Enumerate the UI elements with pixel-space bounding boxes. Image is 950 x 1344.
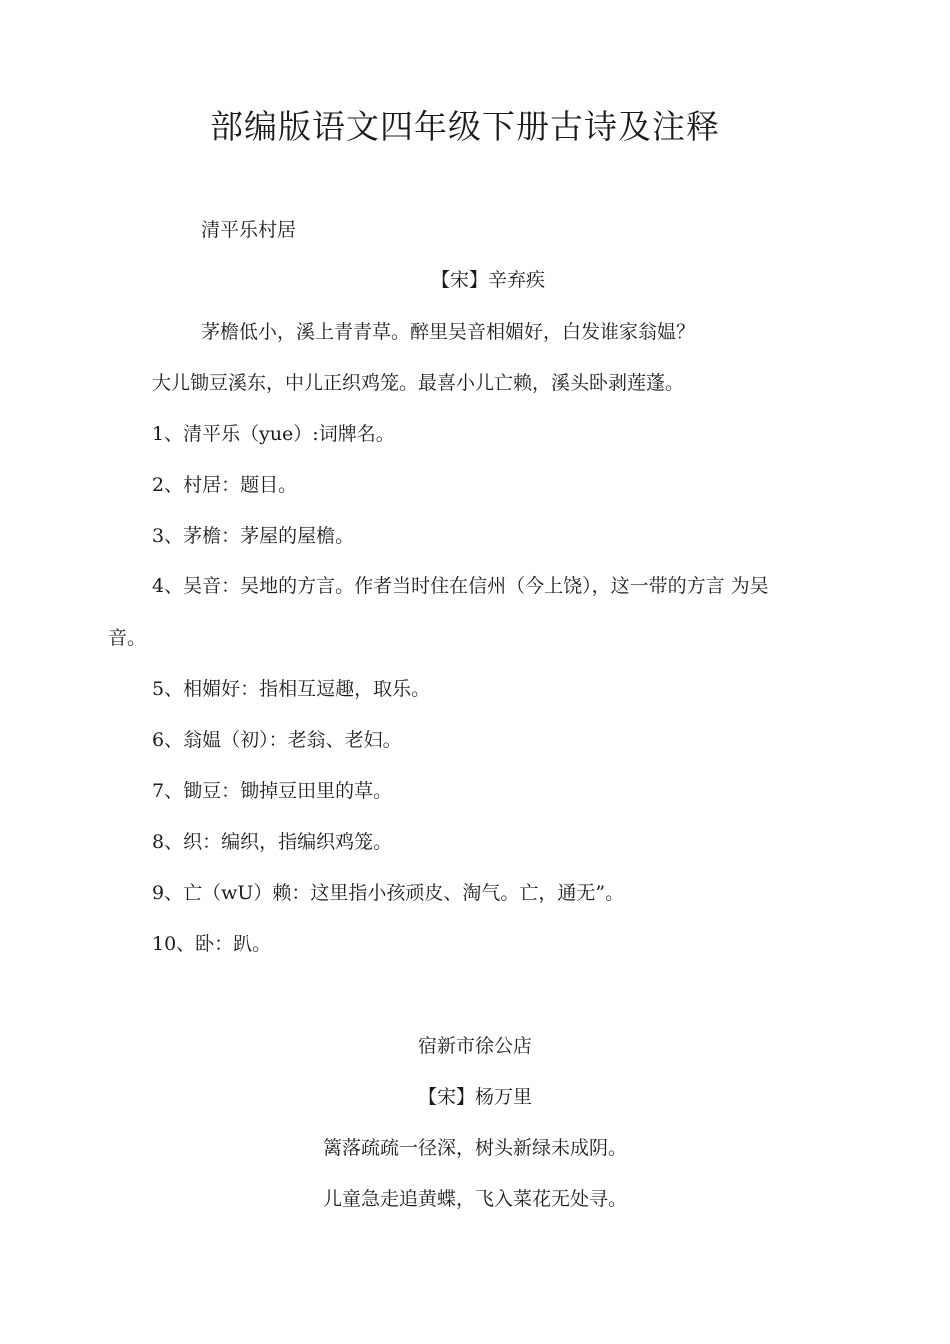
poem1-line: 茅檐低小，溪上青青草。醉里吴音相媚好，白发谁家翁媪？ — [201, 321, 696, 343]
note-item: 1、清平乐（yue）:词牌名。 — [152, 423, 395, 445]
poem2-title: 宿新市徐公店 — [417, 1035, 532, 1057]
poem2-line: 篱落疏疏一径深，树头新绿未成阴。 — [322, 1137, 627, 1159]
note-item: 9、亡（wU）赖：这里指小孩顽皮、淘气。亡，通无”。 — [152, 882, 625, 904]
page-title: 部编版语文四年级下册古诗及注释 — [210, 107, 720, 146]
note-item-continuation: 音。 — [108, 627, 147, 649]
note-item: 3、茅檐：茅屋的屋檐。 — [152, 525, 355, 547]
note-item: 8、织：编织，指编织鸡笼。 — [152, 831, 393, 853]
note-item: 4、吴音：吴地的方言。作者当时住在信州（今上饶），这一带的方言 为吴 — [152, 575, 769, 597]
note-item: 6、翁媪（初）：老翁、老妇。 — [152, 729, 402, 751]
poem1-line: 大儿锄豆溪东，中儿正织鸡笼。最喜小儿亡赖，溪头卧剥莲蓬。 — [152, 372, 685, 394]
note-item: 5、相媚好：指相互逗趣，取乐。 — [152, 678, 431, 700]
note-item: 10、卧：趴。 — [152, 933, 272, 955]
poem1-title: 清平乐村居 — [201, 219, 297, 241]
poem2-line: 儿童急走追黄蝶，飞入菜花无处寻。 — [322, 1188, 627, 1210]
poem2-author: 【宋】杨万里 — [417, 1086, 532, 1108]
poem1-author: 【宋】辛弃疾 — [431, 269, 546, 291]
note-item: 7、锄豆：锄掉豆田里的草。 — [152, 780, 393, 802]
note-item: 2、村居：题目。 — [152, 474, 298, 496]
